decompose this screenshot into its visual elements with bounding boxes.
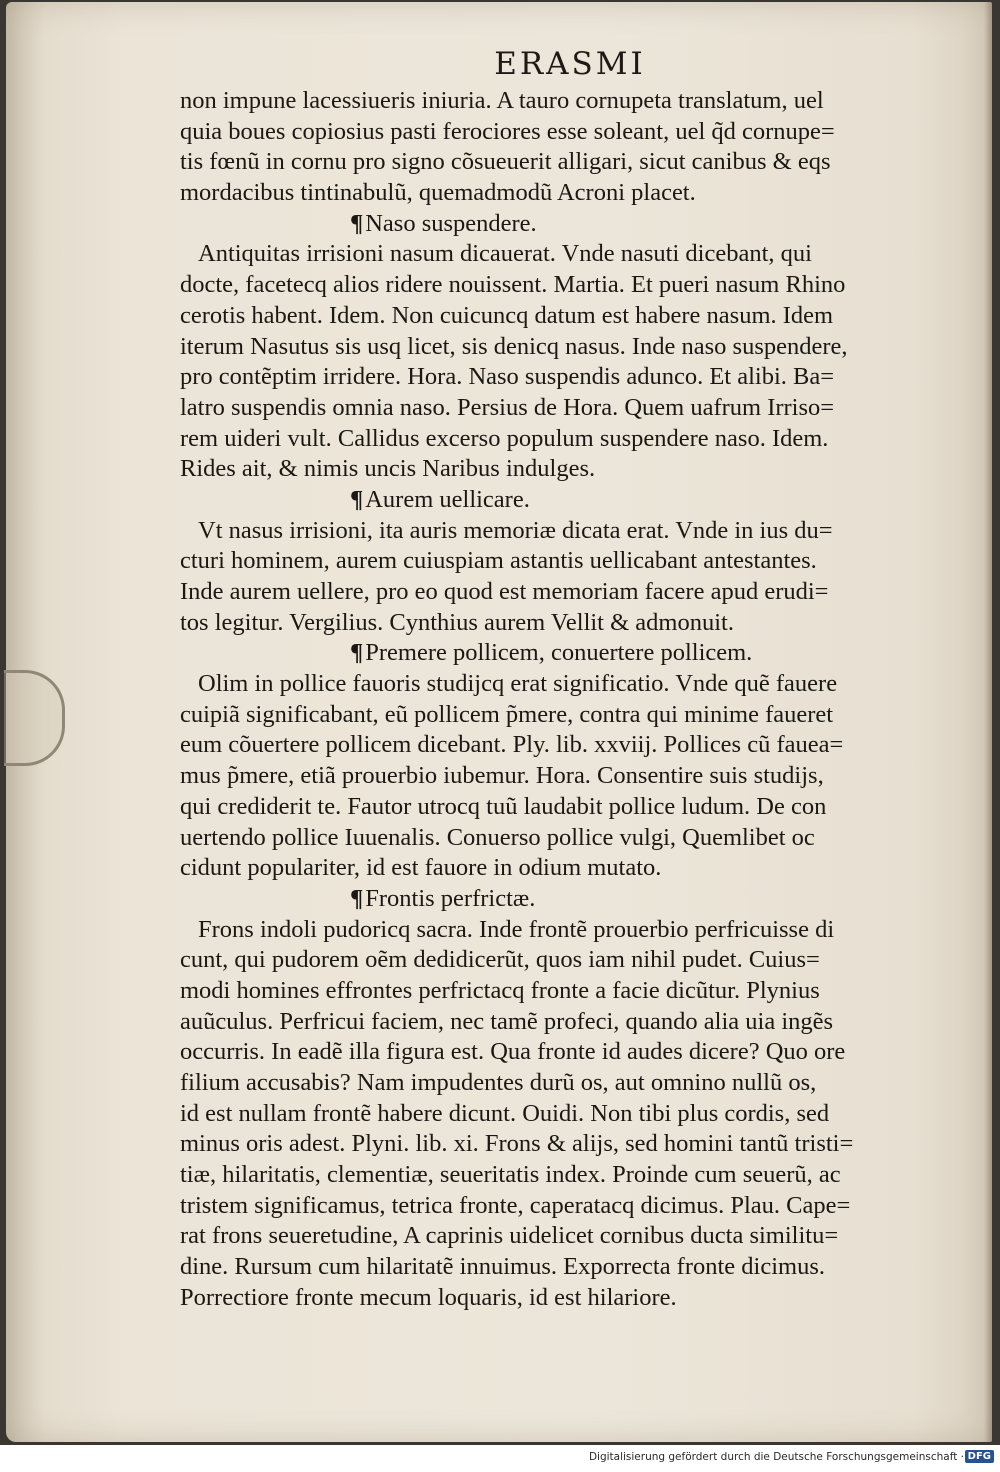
text-line: [180, 1068, 910, 1099]
text-line: [180, 730, 910, 761]
section-heading: [180, 209, 910, 240]
line-text: tis fœnũ in cornu pro signo cõsueuerit alligari, sicut canibus & eqs: [180, 148, 831, 176]
running-title: ERASMI: [494, 46, 646, 82]
line-text: docte, facetecq alios ridere nouissent. Martia. Et pueri nasum Rhino: [180, 271, 846, 299]
text-line: [180, 823, 910, 854]
line-text: non impune lacessiueris iniuria. A tauro cornupeta translatum, uel: [180, 87, 824, 114]
text-line: [180, 700, 910, 731]
digitization-footer: [0, 1445, 1000, 1472]
text-line: [180, 577, 910, 608]
text-line: [180, 853, 910, 884]
body-text: [180, 86, 910, 1314]
line-text: auũculus. Perfricui faciem, nec tamẽ profeci, quando alia uia ingẽs: [180, 1007, 834, 1035]
text-line: [180, 239, 910, 270]
line-text: qui crediderit te. Fautor utrocq tuũ laudabit pollice ludum. De con: [180, 792, 827, 820]
line-text: modi homines effrontes perfrictacq fronte a facie dicũtur. Plynius: [180, 976, 820, 1004]
text-line: [180, 1252, 910, 1283]
text-line: [180, 516, 910, 547]
text-line: [180, 1037, 910, 1068]
text-line: [180, 178, 910, 209]
line-text: uertendo pollice Iuuenalis. Conuerso pollice vulgi, Quemlibet oc: [180, 823, 815, 851]
heading-text: Premere pollicem, conuertere pollicem.: [365, 639, 753, 667]
heading-text: Frontis perfrictæ.: [365, 884, 536, 912]
text-line: [180, 761, 910, 792]
text-line: [180, 117, 910, 148]
text-line: [180, 454, 910, 485]
line-text: dine. Rursum cum hilaritatẽ innuimus. Exporrecta fronte dicimus.: [180, 1253, 826, 1281]
line-text: cuipiã significabant, eũ pollicem p̃mere, contra qui minime faueret: [180, 700, 834, 728]
line-text: tristem significamus, tetrica fronte, caperatacq dicimus. Plau. Cape=: [180, 1191, 851, 1219]
text-line: [180, 301, 910, 332]
text-line: [180, 1191, 910, 1222]
heading-text: Naso suspendere.: [365, 209, 537, 237]
line-text: Porrectiore fronte mecum loquaris, id est hilariore.: [180, 1283, 677, 1311]
text-line: [180, 792, 910, 823]
line-text: id est nullam frontẽ habere dicunt. Ouidi. Non tibi plus cordis, sed: [180, 1099, 830, 1127]
line-text: iterum Nasutus sis usq licet, sis denicq nasus. Inde naso suspendere,: [180, 332, 848, 360]
running-head: [0, 46, 1000, 82]
line-text: minus oris adest. Plyni. lib. xi. Frons & alijs, sed homini tantũ tristi=: [180, 1130, 854, 1158]
line-text: mus p̃mere, etiã prouerbio iubemur. Hora. Consentire suis studijs,: [180, 762, 824, 790]
line-text: Olim in pollice fauoris studijcq erat significatio. Vnde quẽ fauere: [198, 670, 838, 698]
pilcrow-icon: ¶: [350, 639, 364, 667]
line-text: Vt nasus irrisioni, ita auris memoriæ dicata erat. Vnde in ius du=: [198, 516, 833, 544]
section-heading: [180, 884, 910, 915]
text-line: [180, 669, 910, 700]
text-line: [180, 915, 910, 946]
line-text: quia boues copiosius pasti ferociores esse soleant, uel q̃d cornupe=: [180, 117, 835, 145]
line-text: Antiquitas irrisioni nasum dicauerat. Vnde nasuti dicebant, qui: [198, 240, 812, 268]
line-text: Rides ait, & nimis uncis Naribus indulges.: [180, 455, 596, 483]
text-line: [180, 1007, 910, 1038]
text-line: [180, 1099, 910, 1130]
text-line: [180, 1160, 910, 1191]
text-line: [180, 1221, 910, 1252]
text-line: [180, 608, 910, 639]
text-line: [180, 270, 910, 301]
line-text: cturi hominem, aurem cuiuspiam astantis uellicabant antestantes.: [180, 547, 817, 575]
clasp-mark: [4, 670, 65, 766]
text-line: [180, 1129, 910, 1160]
line-text: rem uideri vult. Callidus excerso populum suspendere naso. Idem.: [180, 424, 829, 452]
text-line: [180, 362, 910, 393]
line-text: tiæ, hilaritatis, clementiæ, seueritatis index. Proinde cum seuerũ, ac: [180, 1161, 841, 1189]
line-text: latro suspendis omnia naso. Persius de Hora. Quem uafrum Irriso=: [180, 393, 835, 421]
text-line: [180, 332, 910, 363]
text-line: [180, 945, 910, 976]
text-line: [180, 546, 910, 577]
line-text: tos legitur. Vergilius. Cynthius aurem Vellit & admonuit.: [180, 608, 734, 636]
line-text: occurris. In eadẽ illa figura est. Qua fronte id audes dicere? Quo ore: [180, 1038, 846, 1066]
heading-text: Aurem uellicare.: [365, 485, 530, 513]
line-text: filium accusabis? Nam impudentes durũ os, aut omnino nullũ os,: [180, 1069, 817, 1096]
line-text: Frons indoli pudoricq sacra. Inde frontẽ prouerbio perfricuisse di: [198, 915, 835, 943]
line-text: Inde aurem uellere, pro eo quod est memoriam facere apud erudi=: [180, 578, 829, 605]
pilcrow-icon: ¶: [350, 485, 364, 513]
line-text: eum cõuertere pollicem dicebant. Ply. lib. xxviij. Pollices cũ fauea=: [180, 731, 844, 759]
text-line: [180, 976, 910, 1007]
line-text: pro contẽptim irridere. Hora. Naso suspendis adunco. Et alibi. Ba=: [180, 363, 835, 391]
pilcrow-icon: ¶: [350, 884, 364, 912]
text-line: [180, 393, 910, 424]
line-text: rat frons seueretudine, A caprinis uidelicet cornibus ducta similitu=: [180, 1222, 839, 1250]
text-line: [180, 424, 910, 455]
text-line: [180, 147, 910, 178]
dfg-logo: DFG: [965, 1450, 994, 1463]
line-text: cerotis habent. Idem. Non cuicuncq datum est habere nasum. Idem: [180, 301, 834, 329]
line-text: mordacibus tintinabulũ, quemadmodũ Acroni placet.: [180, 179, 696, 207]
footer-credit: Digitalisierung gefördert durch die Deutsche Forschungsgemeinschaft ·: [588, 1451, 964, 1463]
section-heading: [180, 638, 910, 669]
line-text: cunt, qui pudorem oẽm dedidicerũt, quos iam nihil pudet. Cuius=: [180, 946, 820, 974]
text-line: [180, 1283, 910, 1314]
page-edge: [984, 2, 992, 1442]
line-text: cidunt populariter, id est fauore in odium mutato.: [180, 854, 662, 882]
section-heading: [180, 485, 910, 516]
pilcrow-icon: ¶: [350, 209, 364, 237]
text-line: [180, 86, 910, 117]
